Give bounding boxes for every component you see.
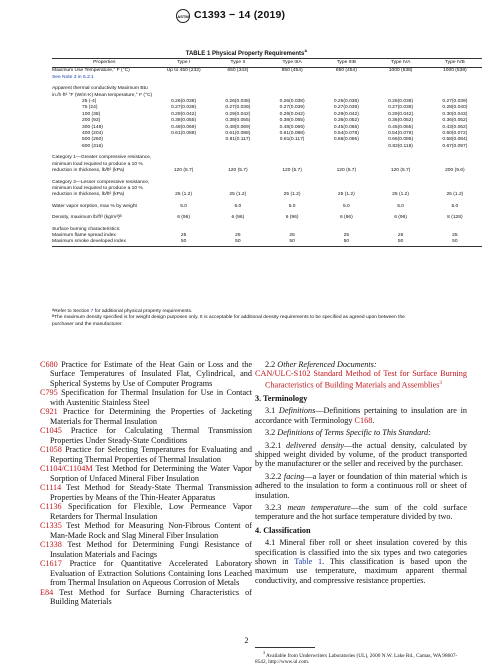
reference-item[interactable]: [40, 426, 252, 445]
value-cell: 0.27(0.039): [333, 105, 359, 111]
value-cell: 50: [289, 239, 295, 245]
value-cell: 120 (5.7): [282, 168, 302, 174]
value-cell: 0.54(0.078): [333, 131, 359, 137]
value-cell: 25: [452, 232, 458, 238]
value-cell: 0.27(0.039): [442, 99, 468, 105]
reference-code-link[interactable]: C921: [40, 407, 58, 417]
reference-code-link[interactable]: C1058: [40, 445, 62, 455]
property-cell: Category 2—Lesser compressive resistance,: [52, 179, 150, 185]
value-cell: 50: [180, 239, 187, 245]
value-cell: 0.54(0.078): [388, 131, 414, 137]
reference-code-link[interactable]: E84: [40, 587, 54, 597]
can-ulc-s102-reference[interactable]: CAN/ULC-S102 Standard Method of Test for Surface Burning Characteristics of Building Materials and Assemblies$^3$: [255, 369, 467, 390]
astm-logo: ASTM: [176, 9, 190, 23]
value-cell: 120 (5.7): [336, 168, 357, 174]
reference-item[interactable]: [40, 521, 252, 540]
value-cell: 0.36(0.052): [388, 118, 414, 124]
column-header: Type IVB: [444, 60, 465, 65]
value-cell: 0.48(0.069): [279, 124, 305, 130]
value-cell: 25 (1.2): [337, 192, 355, 198]
physical-property-table: [52, 58, 482, 247]
value-cell: 0.67(0.097): [442, 143, 468, 149]
value-cell: 50: [235, 239, 241, 245]
property-cell: Surface burning characteristics:: [52, 226, 121, 232]
reference-item[interactable]: [40, 588, 252, 607]
table-1-link[interactable]: Table 1: [294, 557, 323, 567]
value-cell: 6 (96): [339, 215, 353, 221]
value-cell: Up to 450 (232): [166, 68, 201, 74]
property-cell: Maximum flame spread index: [52, 232, 116, 238]
table-header-row: [52, 59, 482, 68]
reference-title: Practice for Determining the Properties of Jacketing Materials for Thermal Insulation: [50, 407, 252, 426]
value-cell: 0.66(0.095): [388, 137, 414, 143]
value-cell: 5.0: [288, 203, 296, 209]
value-cell: 0.58(0.084): [442, 137, 468, 143]
footnote-a: ᴬRefer to Section 7 for additional physical property requirements.: [52, 309, 193, 314]
value-cell: 0.38(0.055): [225, 118, 251, 124]
value-cell: 25: [343, 232, 350, 238]
value-cell: 0.26(0.038): [333, 99, 359, 105]
value-cell: 0.45(0.065): [333, 124, 359, 130]
reference-code-link[interactable]: C1617: [40, 559, 62, 569]
property-cell: 75 (24): [82, 105, 98, 111]
section-4-1: 4.1 Mineral fiber roll or sheet insulation covered by this specification is classified into the six types and two categories shown in Table 1. This classification is based upon the maximum use temperature, maximum apparent thermal conductivity, and compressive resistance properties.: [255, 538, 467, 585]
property-cell: minimum load required to produce a 10 %: [52, 185, 143, 191]
reference-code-link[interactable]: C1045: [40, 426, 62, 436]
section-4-heading: 4. Classification: [255, 525, 311, 535]
reference-item[interactable]: [40, 502, 252, 521]
value-cell: 5.0: [342, 203, 350, 209]
value-cell: 5.0: [397, 203, 405, 209]
reference-title: Practice for Selecting Temperatures for Evaluating and Reporting Thermal Properties of Thermal Insulation: [50, 445, 252, 464]
value-cell: 25 (1.2): [446, 192, 464, 198]
property-cell: Density, maximum lb/ft³ (kg/m³)ᴮ: [52, 215, 122, 221]
value-cell: 0.29(0.042): [279, 111, 305, 117]
value-cell: 0.45(0.065): [388, 124, 414, 130]
value-cell: 0.27(0.039): [171, 105, 197, 111]
value-cell: 25 (1.2): [175, 192, 193, 198]
property-cell: Apparent thermal conductivity Maximum Btu: [52, 86, 148, 92]
reference-item[interactable]: [40, 407, 252, 426]
value-cell: 6 (96): [231, 215, 245, 221]
reference-title: Test Method for Determining the Water Vapor Sorption of Unfaced Mineral Fiber Insulation: [50, 464, 252, 483]
value-cell: 6 (96): [177, 215, 190, 221]
reference-title: Test Method for Surface Burning Characteristics of Building Materials: [50, 587, 252, 607]
reference-title: Test Method for Determining Fungi Resistance of Insulation Materials and Facings: [50, 540, 252, 559]
reference-code-link[interactable]: C1338: [40, 540, 62, 550]
property-cell[interactable]: See Note 3 in 6.2.1: [52, 74, 94, 80]
property-cell: Category 1—Greater compressive resistance,: [52, 155, 152, 161]
property-cell: in./h·ft² °F (W/m·K) Mean temperature,° F (°C): [52, 92, 153, 98]
table-row: [52, 68, 482, 75]
property-cell: reduction in thickness, lb/ft² (kPa): [52, 192, 125, 198]
reference-code-link[interactable]: C795: [40, 388, 58, 398]
value-cell: 1000 (538): [443, 68, 467, 74]
property-cell: 500 (260): [82, 137, 103, 143]
value-cell: 0.29(0.042): [171, 111, 197, 117]
value-cell: 50: [343, 239, 350, 245]
column-header: Type I: [176, 60, 191, 65]
property-cell: reduction in thickness, lb/ft² (kPa): [52, 168, 125, 174]
value-cell: 120 (5.7): [390, 168, 411, 174]
value-cell: 0.29(0.042): [225, 111, 251, 117]
value-cell: 0.43(0.062): [442, 124, 468, 130]
value-cell: 6 (96): [285, 215, 299, 221]
reference-title: Practice for Quantitative Accelerated Laboratory Evaluation of Extraction Solutions Containing Ions Leached from Thermal Insulation on Aqueous Corrosion of Metals: [50, 559, 252, 588]
property-cell: Maximum smoke developed index: [52, 239, 126, 245]
value-cell: 8 (128): [447, 215, 463, 221]
value-cell: 0.38(0.055): [279, 118, 305, 124]
section-3-1: 3.1 Definitions—Definitions pertaining to insulation are in accordance with Terminology C168.: [255, 406, 467, 425]
value-cell: 650 (343): [227, 68, 249, 74]
reference-item[interactable]: [40, 483, 252, 502]
value-cell: 0.48(0.069): [225, 124, 251, 130]
value-cell: 0.30(0.043): [442, 111, 468, 117]
property-cell: 100 (38): [82, 111, 101, 117]
right-column: [255, 360, 467, 666]
reference-code-link[interactable]: C1136: [40, 502, 62, 512]
value-cell: 0.48(0.069): [171, 124, 197, 130]
property-cell: Maximum Use Temperature,° F (°C): [52, 68, 130, 74]
value-cell: 25: [289, 232, 295, 238]
value-cell: 0.27(0.039): [279, 105, 305, 111]
column-header: Type IVA: [390, 60, 411, 65]
reference-title: Specification for Thermal Insulation for Use in Contact with Austenitic Stainless Steel: [50, 388, 252, 407]
reference-title: Test Method for Steady-State Thermal Transmission Properties by Means of the Thin-Heater Apparatus: [50, 483, 252, 502]
property-cell: minimum load required to produce a 10 %: [52, 161, 143, 167]
table-title: TABLE 1 Physical Property Requirements$^A$: [185, 48, 308, 57]
table-body: [52, 68, 482, 246]
column-header: Type II: [230, 60, 246, 65]
value-cell: 850 (454): [335, 68, 357, 74]
value-cell: 1000 (538): [388, 68, 413, 74]
value-cell: 25 (1.2): [392, 192, 410, 198]
value-cell: 25: [235, 232, 241, 238]
value-cell: 50: [397, 239, 404, 245]
reference-item[interactable]: [40, 360, 252, 388]
section-2-2-heading: 2.2 Other Referenced Documents:: [265, 360, 377, 369]
section-3-2-3: 3.2.3 mean temperature—the sum of the cold surface temperature and the hot surface temperature divided by two.: [255, 503, 467, 522]
value-cell: 0.61(0.088): [171, 131, 197, 137]
value-cell: 0.81(0.117): [225, 137, 251, 143]
section-3-2-2: 3.2.2 facing—a layer or foundation of thin material which is adhered to the insulation to form a continuous roll or sheet of insulation.: [255, 471, 468, 500]
value-cell: 0.26(0.038): [279, 99, 305, 105]
footnote-3: $^3$ Available from Underwriters Laboratories (UL), 2600 N.W. Lake Rd., Camas, WA 98607-8542, http://www.ul.com.: [255, 650, 458, 666]
value-cell: 0.27(0.039): [388, 105, 414, 111]
value-cell: 850 (454): [281, 68, 303, 74]
value-cell: 0.81(0.117): [279, 137, 305, 143]
property-cell: Water vapor sorption, max % by weight: [52, 203, 137, 209]
reference-item[interactable]: [40, 445, 252, 464]
value-cell: 0.26(0.038): [225, 99, 251, 105]
section-3-2: 3.2 Definitions of Terms Specific to This Standard:: [265, 428, 431, 438]
value-cell: 120 (5.7): [228, 168, 248, 174]
value-cell: 0.82(0.118): [388, 143, 413, 149]
table-row: [52, 239, 482, 246]
section-7-link[interactable]: 7: [90, 309, 94, 314]
table-footnotes: [52, 309, 484, 328]
reference-item[interactable]: [40, 464, 252, 483]
value-cell: 0.50(0.072): [442, 131, 468, 137]
value-cell: 0.29(0.042): [333, 111, 359, 117]
column-header: Type IIIB: [336, 60, 357, 65]
value-cell: 200 (9.6): [445, 168, 465, 174]
footnote-divider: [255, 647, 315, 648]
value-cell: 0.28(0.040): [442, 105, 468, 111]
value-cell: 25: [180, 232, 187, 238]
value-cell: 0.36(0.052): [333, 118, 359, 124]
reference-code-link[interactable]: C1335: [40, 521, 62, 531]
value-cell: 5.0: [451, 203, 459, 209]
reference-item[interactable]: [40, 559, 252, 587]
reference-code-link[interactable]: C1114: [40, 483, 62, 493]
document-designation: C1393 − 14 (2019): [194, 9, 286, 21]
property-cell: 600 (316): [82, 143, 103, 149]
value-cell: 0.26(0.038): [388, 99, 414, 105]
footnote-b-continued: purchaser and the manufacturer.: [52, 321, 123, 327]
value-cell: 5.0: [180, 203, 188, 209]
reference-title: Practice for Calculating Thermal Transmission Properties Under Steady-State Conditions: [50, 426, 252, 445]
value-cell: 0.27(0.039): [225, 105, 251, 111]
property-cell: 200 (93): [82, 118, 101, 124]
value-cell: 0.38(0.055): [171, 118, 197, 124]
reference-title: Specification for Flexible, Low Permeance Vapor Retarders for Thermal Insulation: [50, 502, 252, 521]
reference-item[interactable]: [40, 540, 252, 559]
value-cell: 25: [397, 232, 404, 238]
value-cell: 120 (5.7): [173, 168, 194, 174]
section-3-2-1: 3.2.1 delivered density—the actual density, calculated by shipped weight divided by volume, of the product transported by the manufacturer or the seller and received by the purchaser.: [255, 440, 467, 469]
value-cell: 25 (1.2): [229, 192, 247, 198]
column-header: Type IIIA: [282, 60, 302, 65]
value-cell: 0.36(0.052): [442, 118, 468, 124]
reference-title: Practice for Estimate of the Heat Gain or Loss and the Surface Temperatures of Insulated Flat, Cylindrical, and Spherical Systems by Use of Computer Programs: [50, 360, 252, 388]
value-cell: 5.0: [234, 203, 242, 209]
column-header: Properties: [93, 60, 116, 65]
reference-code-link[interactable]: C680: [40, 360, 58, 369]
property-cell: 400 (204): [82, 131, 103, 137]
value-cell: 25 (1.2): [283, 192, 301, 198]
value-cell: 0.29(0.042): [388, 111, 414, 117]
value-cell: 0.61(0.088): [279, 131, 305, 137]
reference-title: Test Method for Measuring Non-Fibrous Content of Man-Made Rock and Slag Mineral Fiber Insulation: [50, 521, 252, 540]
value-cell: 0.61(0.088): [225, 131, 251, 137]
footnote-b: ᴮThe maximum density specified is for weight design purposes only. It is acceptable for additional density requirements to be specified as agreed upon between the: [52, 315, 405, 321]
c168-link[interactable]: C168: [354, 415, 373, 425]
page-number: 2: [244, 636, 249, 645]
section-3-heading: 3. Terminology: [255, 393, 308, 403]
property-cell: 300 (149): [82, 124, 103, 130]
reference-code-link[interactable]: C1104/C1104M: [40, 464, 93, 474]
property-cell: 25 (-4): [82, 99, 97, 105]
referenced-standards-list: [40, 360, 252, 607]
reference-item[interactable]: [40, 388, 252, 407]
value-cell: 0.26(0.038): [171, 99, 197, 105]
value-cell: 6 (96): [394, 215, 407, 221]
value-cell: 50: [452, 239, 458, 245]
value-cell: 0.66(0.095): [333, 137, 359, 143]
